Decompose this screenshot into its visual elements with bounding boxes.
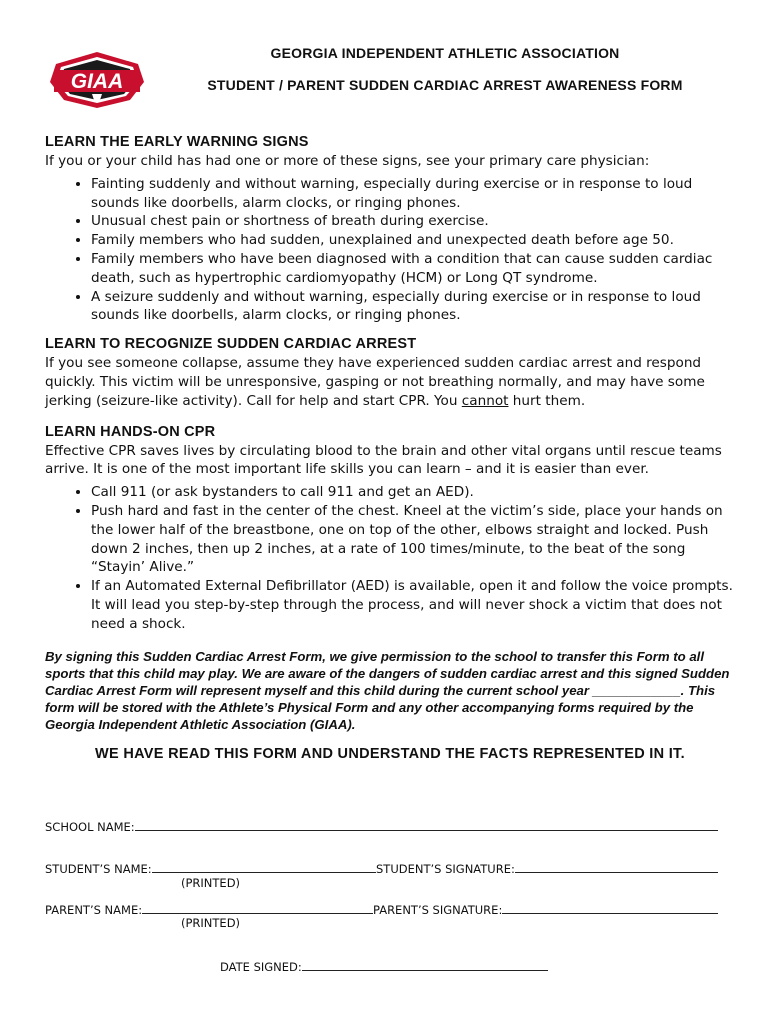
section-heading-warning: LEARN THE EARLY WARNING SIGNS — [45, 134, 309, 150]
parent-signature-line[interactable] — [502, 901, 718, 914]
school-name-label: SCHOOL NAME: — [45, 820, 135, 834]
cpr-list — [45, 483, 735, 633]
student-name-line[interactable] — [152, 860, 376, 873]
student-signature-label: STUDENT’S SIGNATURE: — [376, 862, 515, 876]
parent-name-field[interactable] — [45, 901, 373, 917]
warning-list — [45, 175, 735, 325]
recognize-text-end: hurt them. — [508, 392, 586, 409]
parent-name-line[interactable] — [142, 901, 373, 914]
parent-name-label: PARENT’S NAME: — [45, 903, 143, 917]
date-signed-field[interactable] — [220, 958, 548, 974]
form-title: STUDENT / PARENT SUDDEN CARDIAC ARREST AWARENESS FORM — [207, 77, 683, 93]
warning-intro: If you or your child has had one or more of these signs, see your primary care physician: — [45, 153, 650, 169]
list-item: • Family members who had sudden, unexplained and unexpected death before age 50. — [91, 231, 735, 250]
org-name: GEORGIA INDEPENDENT ATHLETIC ASSOCIATION — [270, 45, 620, 61]
cannot-emphasis: cannot — [461, 392, 509, 409]
recognize-text — [45, 354, 735, 410]
list-item: • Unusual chest pain or shortness of breath during exercise. — [91, 212, 735, 231]
list-item: • A seizure suddenly and without warning, especially during exercise or in response to loud sounds like doorbells, alarm clocks, or ringing phones. — [91, 288, 735, 326]
form-body — [45, 133, 735, 762]
list-item: • Push hard and fast in the center of the chest. Kneel at the victim’s side, place your hands on the lower half of the breastbone, one on top of the other, elbows straight and locked. Push down 2 inches, then up 2 inches, at a rate of 100 times/minute, to the beat of the song “Stayin’ Alive.” — [91, 502, 735, 577]
student-name-field[interactable] — [45, 860, 376, 876]
list-item: • Family members who have been diagnosed with a condition that can cause sudden cardiac death, such as hypertrophic cardiomyopathy (HCM) or Long QT syndrome. — [91, 250, 735, 288]
student-printed-note: (PRINTED) — [181, 876, 241, 890]
school-name-field[interactable] — [45, 818, 718, 834]
logo-text: GIAA — [70, 70, 124, 93]
cpr-section — [45, 423, 735, 634]
school-name-line[interactable] — [135, 818, 718, 831]
recognize-section — [45, 335, 735, 410]
list-item: • If an Automated External Defibrillator (AED) is available, open it and follow the voice prompts. It will lead you step-by-step through the process, and will never shock a victim that does not need a shock. — [91, 577, 735, 633]
list-item: • Fainting suddenly and without warning, especially during exercise or in response to loud sounds like doorbells, alarm clocks, or ringing phones. — [91, 175, 735, 213]
list-item: • Call 911 (or ask bystanders to call 911 and get an AED). — [91, 483, 735, 502]
giaa-logo — [48, 50, 146, 110]
cpr-intro: Effective CPR saves lives by circulating blood to the brain and other vital organs until rescue teams arrive. It is one of the most important life skills you can learn – and it is easier than ever. — [45, 442, 722, 478]
consent-statement: By signing this Sudden Cardiac Arrest Form, we give permission to the school to transfer this Form to all sports that this child may play. We are aware of the dangers of sudden cardiac arrest and this signed Sudden Cardiac Arrest Form will represent myself and this child during the current school year ____________. This form will be stored with the Athlete’s Physical Form and any other accompanying forms required by the Georgia Independent Athletic Association (GIAA). — [45, 648, 730, 733]
attestation-statement: WE HAVE READ THIS FORM AND UNDERSTAND THE FACTS REPRESENTED IN IT. — [95, 745, 685, 762]
parent-signature-field[interactable] — [373, 901, 718, 917]
section-heading-recognize: LEARN TO RECOGNIZE SUDDEN CARDIAC ARREST — [45, 336, 417, 353]
student-signature-line[interactable] — [515, 860, 718, 873]
date-signed-line[interactable] — [302, 958, 548, 971]
parent-signature-label: PARENT’S SIGNATURE: — [373, 903, 503, 917]
date-signed-label: DATE SIGNED: — [220, 960, 302, 974]
section-heading-cpr: LEARN HANDS-ON CPR — [45, 423, 216, 440]
recognize-text-start: If you see someone collapse, assume they have experienced sudden cardiac arrest and respond quickly. This victim will be unresponsive, gasping or not breathing normally, and may have some jerking (seizure-like activity). Call for help and start CPR. You — [45, 355, 705, 409]
student-name-label: STUDENT’S NAME: — [45, 862, 152, 876]
warning-signs-section — [45, 133, 735, 325]
student-signature-field[interactable] — [376, 860, 718, 876]
parent-printed-note: (PRINTED) — [181, 916, 241, 930]
